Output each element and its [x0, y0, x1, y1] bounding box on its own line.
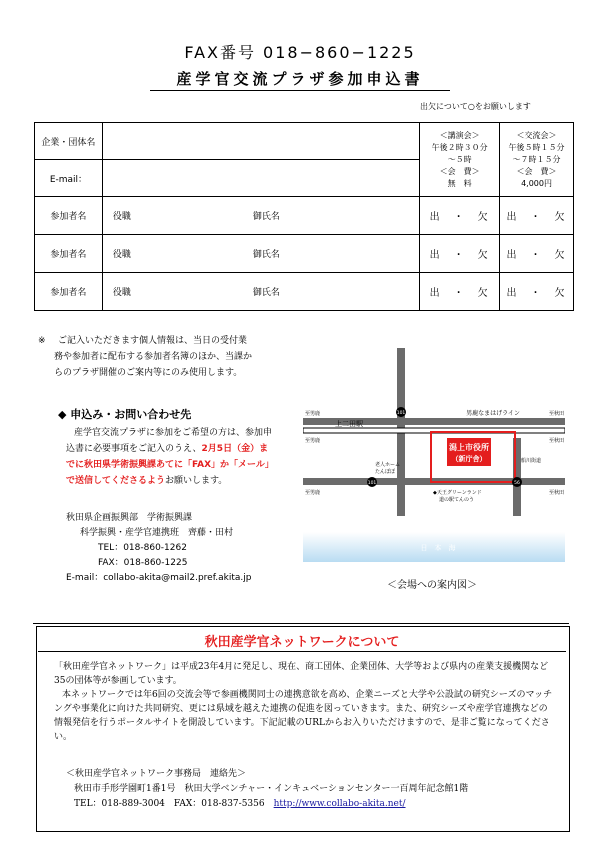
tel-number: TEL：018-860-1262 [98, 543, 187, 553]
participant-row-2 [35, 235, 574, 273]
office-heading: ＜秋田産学官ネットワーク事務局 連絡先＞ [66, 769, 247, 779]
to-oga-2: 至男鹿 [305, 438, 321, 444]
exchange-head: ＜交流会＞ [516, 130, 557, 140]
venue-label-1: 潟上市役所 [449, 443, 489, 452]
exchange-time-end: 〜７時１５分 [512, 154, 561, 164]
dept-name: 秋田県企画振興部 学術振興課 [66, 513, 193, 523]
to-oga-1: 至男鹿 [305, 411, 321, 417]
lecture-fee-head: ＜会 費＞ [439, 166, 480, 176]
elderly-home-1: 老人ホーム [375, 462, 401, 468]
privacy-note [38, 333, 278, 381]
deadline-text: 2月5日（金）ま [201, 444, 269, 454]
email-address[interactable]: E-mail：collabo-akita@mail2.pref.akita.jp [66, 573, 252, 583]
fax-number: FAX番号 018−860−1225 [184, 43, 416, 62]
svg-text:101: 101 [367, 481, 377, 486]
to-akita-3: 至秋田 [549, 490, 565, 496]
privacy-line-3: らのプラザ開催のご案内等にのみ使用します。 [54, 368, 243, 378]
participant-label: 参加者名 [35, 235, 103, 273]
team-name: 科学振興・産学官連携班 齊藤・田村 [80, 528, 234, 538]
exchange-fee-head: ＜会 費＞ [516, 166, 557, 176]
to-oga-3: 至男鹿 [305, 490, 321, 496]
lecture-attendance[interactable]: 出 ・ 欠 [420, 197, 500, 235]
attendance-note: 出欠について○をお願いします [420, 102, 531, 111]
oga-road-label: 男鹿なまはげライン [466, 410, 520, 417]
position-label: 役職 [112, 250, 131, 260]
contact-address [66, 511, 306, 586]
lecture-time: 午後２時３０分 [431, 142, 488, 152]
exchange-fee: 4,000円 [521, 178, 552, 188]
exchange-attendance[interactable]: 出 ・ 欠 [500, 197, 574, 235]
fax-number-2: FAX：018-860-1225 [98, 558, 188, 568]
name-label: 御氏名 [252, 288, 280, 298]
sea-label: 日 本 海 [420, 544, 456, 552]
office-address: 秋田市手形学園町1番1号 秋田大学ベンチャー・インキュベーションセンター一百周年記念館1階 [74, 784, 469, 794]
email-label: E-mail： [35, 160, 103, 197]
lecture-fee: 無 料 [447, 178, 472, 188]
network-title-line [38, 651, 566, 652]
green-land-2: 道の駅てんのう [439, 497, 475, 503]
email-field[interactable] [102, 160, 419, 197]
position-label: 役職 [112, 212, 131, 222]
venue-label-2: （新庁舎） [451, 455, 487, 463]
contact-body-1: 産学官交流プラザに参加をご希望の方は、参加申 [74, 428, 273, 438]
name-label: 御氏名 [252, 212, 280, 222]
deadline-text-2: でに秋田県学術振興課あてに「FAX」か「メール」 [66, 460, 274, 470]
title-underline [150, 90, 450, 91]
exchange-info [500, 123, 574, 197]
elderly-home-2: たんぽぽ [375, 469, 396, 475]
deadline-text-3: で送信してくださるよう [66, 476, 166, 486]
contact-body [66, 425, 296, 489]
participant-row-3 [35, 273, 574, 311]
green-land-1: ◆天王グリーンランド [433, 490, 482, 496]
company-label: 企業・団体名 [35, 123, 103, 160]
lecture-info [420, 123, 500, 197]
lecture-head: ＜講演会＞ [439, 130, 480, 140]
privacy-line-1: ご記入いただきます個人情報は、当日の受付業 [58, 336, 248, 346]
station-label: 上二田駅 [335, 420, 363, 428]
page-title: 産学官交流プラザ参加申込書 [176, 70, 424, 88]
network-title: 秋田産学官ネットワークについて [204, 635, 400, 650]
exchange-attendance[interactable]: 出 ・ 欠 [500, 235, 574, 273]
contact-body-2: 込書に必要事項をご記入のうえ、 [66, 444, 202, 454]
participant-fields[interactable] [102, 235, 419, 273]
participant-label: 参加者名 [35, 273, 103, 311]
network-office [66, 767, 556, 812]
map-caption: ＜会場への案内図＞ [387, 580, 477, 591]
network-para-1: 「秋田産学官ネットワーク」は平成23年4月に発足し、現在、商工団体、企業団体、大学等および県内の産業支援機関など35の団体等が参画しています。 [54, 662, 549, 686]
network-para-2: 本ネットワークでは年6回の交流会等で参画機関同士の連携意欲を高め、企業ニーズと大学や公設試の研究シーズのマッチングや事業化に向けた共同研究、更には県域を越えた連携の促進を図っていきます。また、研究シーズや産学官連携などの情報発信を行うポータルサイトを開設しています。下記記載のURLからお入りいただけますので、是非ご覧になってください。 [54, 690, 553, 742]
lecture-time-end: 〜５時 [447, 154, 472, 164]
contact-heading: ◆ 申込み・お問い合わせ先 [58, 408, 192, 421]
company-field[interactable] [102, 123, 419, 160]
contact-body-3: お願いします。 [165, 476, 228, 486]
participant-row-1 [35, 197, 574, 235]
network-description [54, 660, 554, 744]
privacy-line-2: 務や参加者に配布する参加者名簿のほか、当課か [54, 352, 253, 362]
venue-map [303, 344, 565, 576]
lecture-attendance[interactable]: 出 ・ 欠 [420, 235, 500, 273]
to-akita-1: 至秋田 [549, 411, 565, 417]
funagawa-road: 船川街道 [521, 458, 542, 464]
to-akita-2: 至秋田 [549, 438, 565, 444]
svg-text:101: 101 [396, 411, 406, 416]
lecture-attendance[interactable]: 出 ・ 欠 [420, 273, 500, 311]
participant-label: 参加者名 [35, 197, 103, 235]
office-tel: TEL：018-889-3004 FAX：018-837-5356 [74, 799, 265, 809]
exchange-attendance[interactable]: 出 ・ 欠 [500, 273, 574, 311]
name-label: 御氏名 [252, 250, 280, 260]
network-url[interactable]: http://www.collabo-akita.net/ [273, 799, 406, 809]
exchange-time: 午後５時１５分 [508, 142, 565, 152]
note-mark: ※ [38, 336, 46, 346]
position-label: 役職 [112, 288, 131, 298]
participant-fields[interactable] [102, 197, 419, 235]
svg-text:56: 56 [514, 481, 520, 486]
application-form-table [34, 122, 574, 311]
participant-fields[interactable] [102, 273, 419, 311]
